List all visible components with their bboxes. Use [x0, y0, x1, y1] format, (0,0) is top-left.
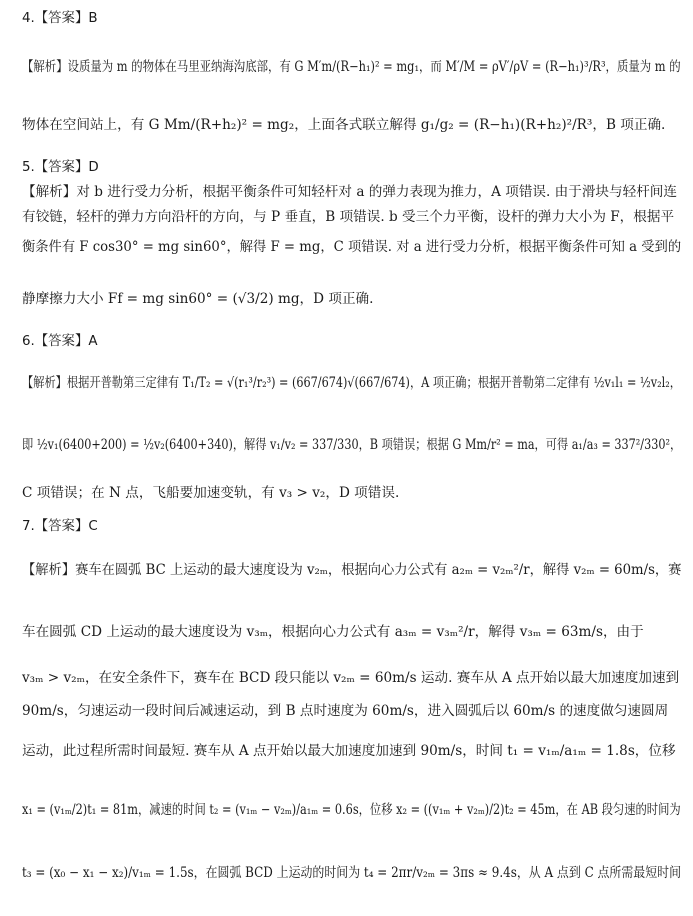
q4-analysis-line-2: 物体在空间站上，有 G Mm/(R+h₂)² = mg₂，上面各式联立解得 g₁/g₂ = (R−h₁)(R+h₂)²/R³，B 项正确. [22, 117, 666, 133]
q4-answer-heading: 4.【答案】B [22, 11, 98, 26]
q5-analysis-line-2: 有铰链，轻杆的弹力方向沿杆的方向，与 P 垂直，B 项错误. b 受三个力平衡，设杆的弹力大小为 F，根据平 [22, 209, 675, 225]
q6-analysis-line-1: 【解析】根据开普勒第三定律有 T₁/T₂ = √(r₁³/r₂³) = (667/674)√(667/674)，A 项正确；根据开普勒第二定律有 ½v₁l₁ = ½v₂l₂， [22, 375, 681, 391]
q6-analysis-line-2: 即 ½v₁(6400+200) = ½v₂(6400+340)，解得 v₁/v₂ = 337/330，B 项错误；根据 G Mm/r² = ma，可得 a₁/a₃ = 337²/330²， [22, 437, 682, 453]
q7-analysis-line-3: v₃ₘ > v₂ₘ，在安全条件下，赛车在 BCD 段只能以 v₂ₘ = 60m/s 运动. 赛车从 A 点开始以最大加速度加速到 [22, 670, 680, 686]
q6-analysis-line-3: C 项错误；在 N 点，飞船要加速变轨，有 v₃ > v₂，D 项错误. [22, 485, 400, 501]
q4-analysis-line-1: 【解析】设质量为 m 的物体在马里亚纳海沟底部，有 G M′m/(R−h₁)² = mg₁，而 M′/M = ρV′/ρV = (R−h₁)³/R³，质量为 m 的 [22, 59, 681, 75]
q7-analysis-line-6: x₁ = (v₁ₘ/2)t₁ = 81m，减速的时间 t₂ = (v₁ₘ − v₂ₘ)/a₁ₘ = 0.6s，位移 x₂ = ((v₁ₘ + v₂ₘ)/2)t₂ = 45m，在 AB 段匀速的时间为 [22, 802, 681, 818]
q6-answer-heading: 6.【答案】A [22, 334, 98, 349]
q7-analysis-line-2: 车在圆弧 CD 上运动的最大速度设为 v₃ₘ，根据向心力公式有 a₃ₘ = v₃ₘ²/r，解得 v₃ₘ = 63m/s，由于 [22, 624, 644, 640]
q5-analysis-line-3: 衡条件有 F cos30° = mg sin60°，解得 F = mg，C 项错误. 对 a 进行受力分析，根据平衡条件可知 a 受到的 [22, 239, 682, 255]
q7-analysis-line-7: t₃ = (x₀ − x₁ − x₂)/v₁ₘ = 1.5s，在圆弧 BCD 上运动的时间为 t₄ = 2πr/v₂ₘ = 3πs ≈ 9.4s，从 A 点到 C 点所需最短时间 [22, 865, 682, 881]
q7-analysis-line-4: 90m/s，匀速运动一段时间后减速运动，到 B 点时速度为 60m/s，进入圆弧后以 60m/s 的速度做匀速圆周 [22, 703, 669, 719]
q5-analysis-line-4: 静摩擦力大小 Ff = mg sin60° = (√3/2) mg，D 项正确. [22, 291, 374, 307]
q7-analysis-line-5: 运动，此过程所需时间最短. 赛车从 A 点开始以最大加速度加速到 90m/s，时间 t₁ = v₁ₘ/a₁ₘ = 1.8s，位移 [22, 743, 676, 759]
q7-answer-heading: 7.【答案】C [22, 519, 98, 534]
q7-analysis-line-1: 【解析】赛车在圆弧 BC 上运动的最大速度设为 v₂ₘ，根据向心力公式有 a₂ₘ = v₂ₘ²/r，解得 v₂ₘ = 60m/s，赛 [22, 562, 682, 578]
q5-analysis-line-1: 【解析】对 b 进行受力分析，根据平衡条件可知轻杆对 a 的弹力表现为推力，A 项错误. 由于滑块与轻杆间连 [22, 184, 677, 200]
q5-answer-heading: 5.【答案】D [22, 160, 99, 175]
